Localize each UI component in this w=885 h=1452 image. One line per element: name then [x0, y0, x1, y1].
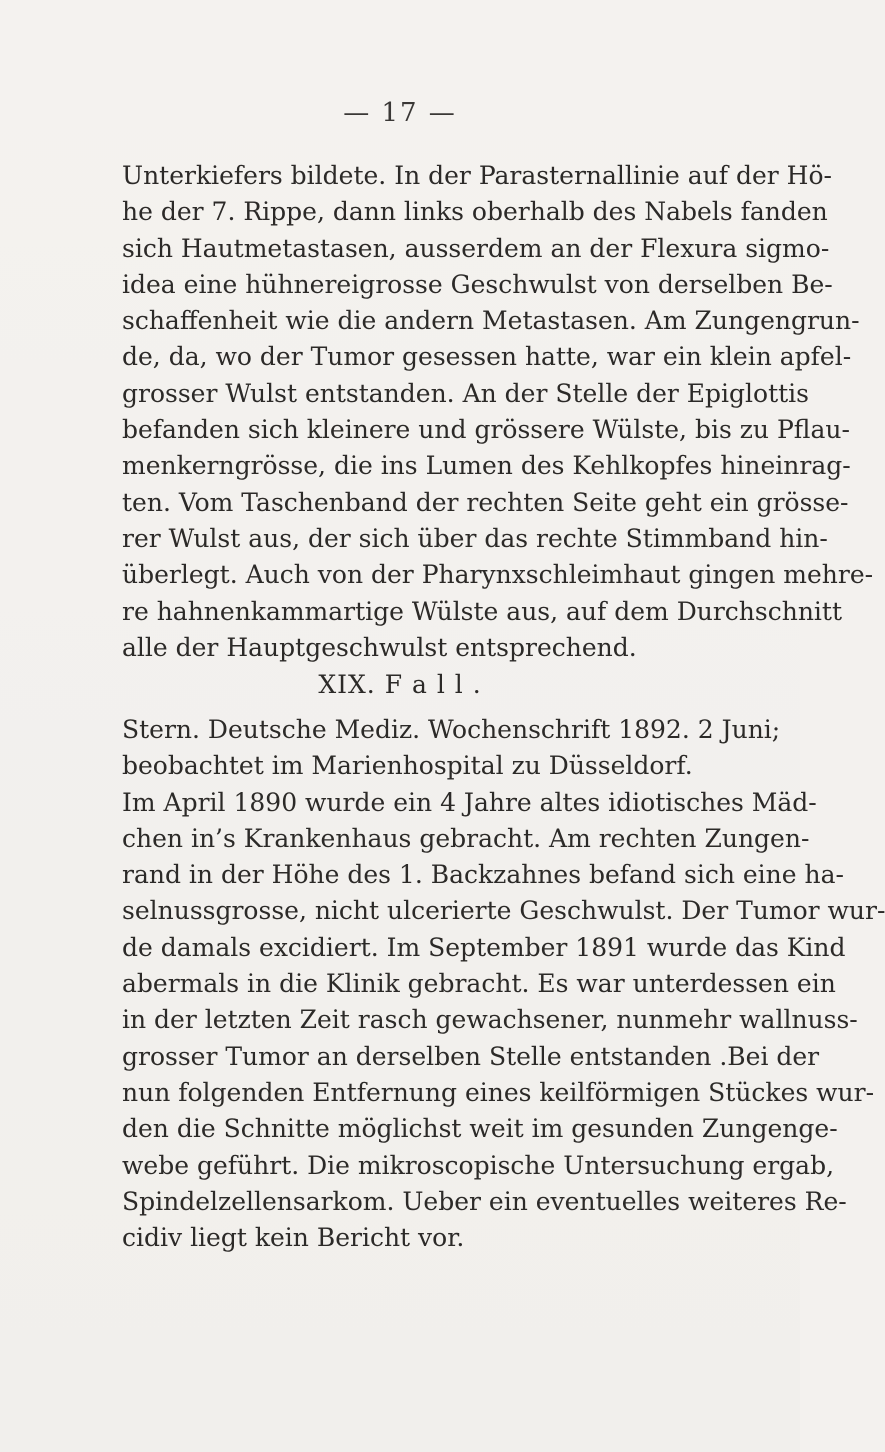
text-line: re hahnenkammartige Wülste aus, auf dem Durchschnitt: [122, 596, 843, 626]
text-line: idea eine hühnereigrosse Geschwulst von derselben Be-: [122, 269, 833, 299]
section-heading: XIX. F a l l .: [318, 670, 482, 699]
text-line: selnussgrosse, nicht ulcerierte Geschwulst. Der Tumor wur-: [122, 896, 885, 926]
text-line: webe geführt. Die mikroscopische Untersuchung ergab,: [122, 1150, 835, 1180]
paragraph-case-continuation: [122, 158, 874, 666]
text-line: Im April 1890 wurde ein 4 Jahre altes idiotisches Mäd-: [122, 787, 817, 817]
text-line: Unterkiefers bildete. In der Parasternallinie auf der Hö-: [122, 161, 832, 190]
text-line: beobachtet im Marienhospital zu Düsseldorf.: [122, 751, 693, 781]
text-line: de damals excidiert. Im September 1891 wurde das Kind: [122, 932, 846, 962]
text-line: grosser Tumor an derselben Stelle entstanden .Bei der: [122, 1041, 820, 1071]
text-line: de, da, wo der Tumor gesessen hatte, war ein klein apfel-: [122, 342, 852, 372]
text-line: grosser Wulst entstanden. An der Stelle der Epiglottis: [122, 378, 809, 408]
text-line: nun folgenden Entfernung eines keilförmigen Stückes wur-: [122, 1077, 875, 1107]
text-line: sich Hautmetastasen, ausserdem an der Flexura sigmo-: [122, 233, 830, 263]
text-line: rer Wulst aus, der sich über das rechte Stimmband hin-: [122, 523, 828, 553]
text-line: Stern. Deutsche Mediz. Wochenschrift 1892. 2 Juni;: [122, 715, 781, 744]
text-line: menkerngrösse, die ins Lumen des Kehlkopfes hineinrag-: [122, 451, 851, 481]
text-line: abermals in die Klinik gebracht. Es war unterdessen ein: [122, 969, 836, 999]
text-line: ten. Vom Taschenband der rechten Seite geht ein grösse-: [122, 487, 849, 517]
text-line: alle der Hauptgeschwulst entsprechend.: [122, 632, 637, 662]
page-number: — 17 —: [343, 98, 457, 128]
text-line: cidiv liegt kein Bericht vor.: [122, 1223, 465, 1253]
text-line: he der 7. Rippe, dann links oberhalb des Nabels fanden: [122, 197, 828, 227]
text-line: Spindelzellensarkom. Ueber ein eventuelles weiteres Re-: [122, 1186, 847, 1216]
text-line: überlegt. Auch von der Pharynxschleimhaut gingen mehre-: [122, 560, 874, 590]
text-line: in der letzten Zeit rasch gewachsener, nunmehr wallnuss-: [122, 1005, 858, 1035]
text-line: chen in’s Krankenhaus gebracht. Am rechten Zungen-: [122, 823, 810, 853]
text-line: schaffenheit wie die andern Metastasen. Am Zungengrun-: [122, 306, 860, 336]
text-line: befanden sich kleinere und grössere Wülste, bis zu Pflau-: [122, 415, 850, 445]
text-line: rand in der Höhe des 1. Backzahnes befand sich eine ha-: [122, 860, 844, 890]
paragraph-case-reference: [122, 712, 885, 1256]
text-line: den die Schnitte möglichst weit im gesunden Zungenge-: [122, 1114, 838, 1144]
